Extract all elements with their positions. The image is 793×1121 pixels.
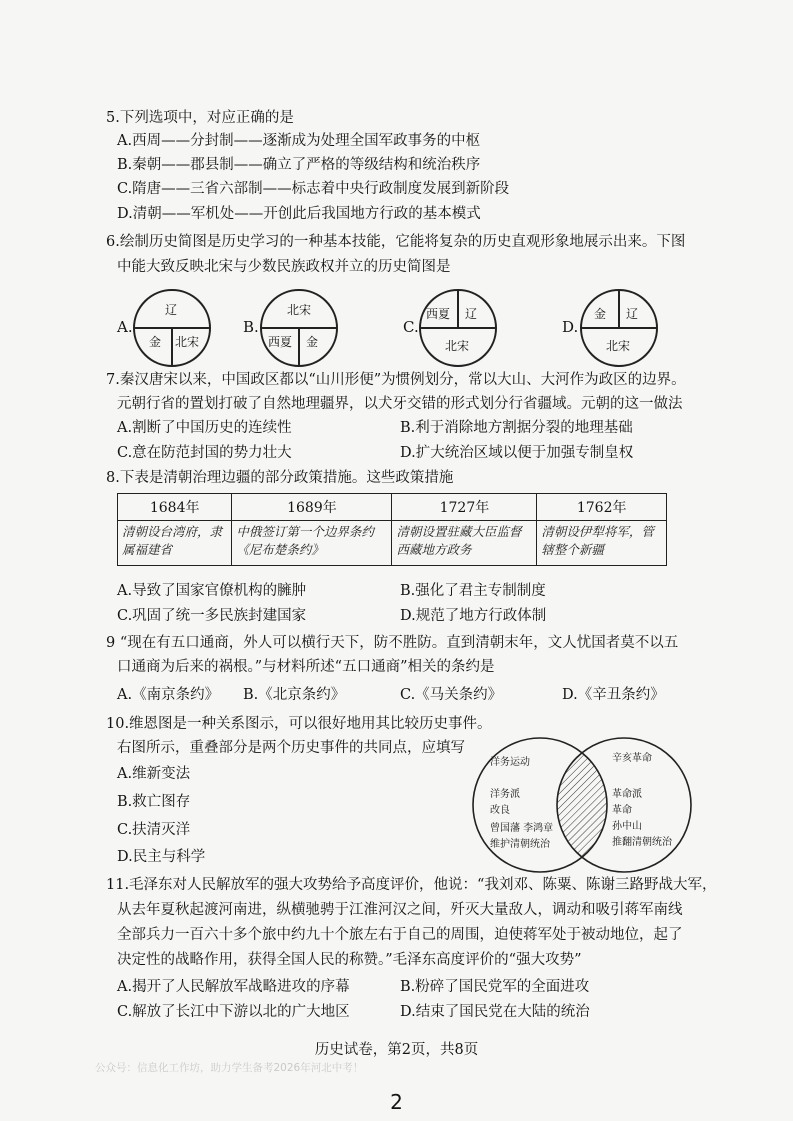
watermark-text: 公众号：信息化工作坊，助力学生备考2026年河北中考！ (95, 1062, 364, 1074)
q9-option-c: C.《马关条约》 (400, 687, 503, 703)
q5-stem: 5.下列选项中，对应正确的是 (106, 110, 294, 126)
venn-right-item: 革命 (612, 805, 632, 816)
q6-diagram-d (580, 289, 658, 367)
table-cell: 清朝设置驻藏大臣监督西藏地方政务 (392, 521, 537, 566)
q8-option-d: D.规范了地方行政体制 (400, 608, 547, 624)
q6-diagram-a (133, 289, 211, 367)
table-row (118, 521, 667, 566)
q10-option-a: A.维新变法 (117, 766, 191, 782)
q6-a-br: 北宋 (175, 335, 200, 349)
q11-stem-line2: 从去年夏秋起渡河南进，纵横驰骋于江淮河汉之间，歼灭大量敌人，调动和吸引蒋军南线 (117, 902, 683, 918)
q11-option-a: A.揭开了人民解放军战略进攻的序幕 (117, 979, 350, 995)
q6-stem-line2: 中能大致反映北宋与少数民族政权并立的历史简图是 (117, 259, 451, 275)
table-year: 1762年 (537, 494, 667, 521)
q6-a-top: 辽 (165, 303, 178, 317)
q6-b-br: 金 (306, 335, 319, 349)
q6-letter-a: A. (117, 318, 133, 336)
q5-option-d: D.清朝——军机处——开创此后我国地方行政的基本模式 (117, 206, 481, 222)
q10-option-b: B.救亡图存 (117, 794, 191, 810)
q8-stem: 8.下表是清朝治理边疆的部分政策措施。这些政策措施 (106, 470, 454, 486)
q9-option-b: B.《北京条约》 (243, 687, 346, 703)
q6-letter-c: C. (403, 318, 419, 336)
table-header-row (118, 494, 667, 521)
q11-stem-line3: 全部兵力一百六十多个旅中约九十个旅左右于自己的周围，迫使蒋军处于被动地位，起了 (117, 927, 683, 943)
table-year: 1684年 (118, 494, 232, 521)
q8-policy-table (117, 493, 667, 566)
q11-option-b: B.粉碎了国民党军的全面进攻 (400, 979, 590, 995)
q10-stem-line2: 右图所示，重叠部分是两个历史事件的共同点，应填写 (117, 740, 465, 756)
q6-b-bl: 西夏 (268, 335, 293, 349)
table-cell: 清朝设伊犁将军，管辖整个新疆 (537, 521, 667, 566)
venn-left-item: 改良 (490, 805, 510, 816)
venn-right-item: 推翻清朝统治 (612, 837, 672, 848)
q9-option-a: A.《南京条约》 (117, 687, 220, 703)
table-year: 1689年 (232, 494, 392, 521)
q5-option-a: A.西周——分封制——逐渐成为处理全国军政事务的中枢 (117, 133, 481, 149)
q11-option-c: C.解放了长江中下游以北的广大地区 (117, 1004, 350, 1020)
q6-d-tr: 辽 (626, 307, 639, 321)
page-footer: 历史试卷，第2页，共8页 (314, 1042, 479, 1058)
q8-option-b: B.强化了君主专制制度 (400, 583, 546, 599)
q7-option-d: D.扩大统治区域以便于加强专制皇权 (400, 445, 634, 461)
q8-option-c: C.巩固了统一多民族封建国家 (117, 608, 307, 624)
q6-c-bottom: 北宋 (445, 339, 470, 353)
q6-c-tl: 西夏 (426, 307, 451, 321)
q6-d-bottom: 北宋 (606, 339, 631, 353)
venn-right-item: 革命派 (612, 789, 642, 800)
q10-option-d: D.民主与科学 (117, 849, 206, 865)
table-cell: 中俄签订第一个边界条约《尼布楚条约》 (232, 521, 392, 566)
q9-stem-line1: 9 “现在有五口通商，外人可以横行天下，防不胜防。直到清朝末年，文人忧国者莫不以五 (106, 635, 679, 651)
venn-right-title: 辛亥革命 (612, 753, 652, 764)
table-cell: 清朝设台湾府，隶属福建省 (118, 521, 232, 566)
venn-left-item: 洋务派 (490, 789, 520, 800)
q7-option-a: A.割断了中国历史的连续性 (117, 420, 292, 436)
q6-diagram-c (419, 289, 497, 367)
q6-a-bl: 金 (149, 335, 162, 349)
venn-left-title: 洋务运动 (490, 757, 530, 768)
table-year: 1727年 (392, 494, 537, 521)
venn-left-item: 维护清朝统治 (490, 839, 550, 850)
q6-b-top: 北宋 (287, 303, 312, 317)
q6-c-tr: 辽 (465, 307, 478, 321)
q8-option-a: A.导致了国家官僚机构的臃肿 (117, 583, 307, 599)
q11-option-d: D.结束了国民党在大陆的统治 (400, 1004, 590, 1020)
q6-d-tl: 金 (594, 307, 607, 321)
page-number: 2 (390, 1090, 403, 1114)
q7-stem-line1: 7.秦汉唐宋以来，中国政区都以“山川形便”为惯例划分，常以大山、大河作为政区的边界。 (106, 372, 686, 388)
q10-option-c: C.扶清灭洋 (117, 822, 191, 838)
venn-left-item: 曾国藩 李鸿章 (490, 823, 554, 834)
q5-option-c: C.隋唐——三省六部制——标志着中央行政制度发展到新阶段 (117, 181, 510, 197)
q9-stem-line2: 口通商为后来的祸根。”与材料所述“五口通商”相关的条约是 (117, 659, 495, 675)
q6-stem-line1: 6.绘制历史简图是历史学习的一种基本技能，它能将复杂的历史直观形象地展示出来。下图 (106, 234, 686, 250)
venn-right-item: 孙中山 (612, 821, 642, 832)
q11-stem-line4: 决定性的战略作用，获得全国人民的称赞。”毛泽东高度评价的“强大攻势” (117, 952, 582, 968)
q10-stem-line1: 10.维恩图是一种关系图示，可以很好地用其比较历史事件。 (106, 716, 492, 732)
q5-option-b: B.秦朝——郡县制——确立了严格的等级结构和统治秩序 (117, 157, 481, 173)
q9-option-d: D.《辛丑条约》 (562, 687, 665, 703)
q7-option-c: C.意在防范封国的势力壮大 (117, 445, 292, 461)
q10-venn-diagram (462, 735, 702, 875)
q6-letter-b: B. (243, 318, 259, 336)
q6-diagram-b (260, 289, 338, 367)
q7-stem-line2: 元朝行省的置划打破了自然地理疆界，以犬牙交错的形式划分行省疆域。元朝的这一做法 (117, 396, 683, 412)
q11-stem-line1: 11.毛泽东对人民解放军的强大攻势给予高度评价，他说：“我刘邓、陈粟、陈谢三路野战大军， (106, 877, 717, 893)
q6-letter-d: D. (562, 318, 579, 336)
q7-option-b: B.利于消除地方割据分裂的地理基础 (400, 420, 633, 436)
